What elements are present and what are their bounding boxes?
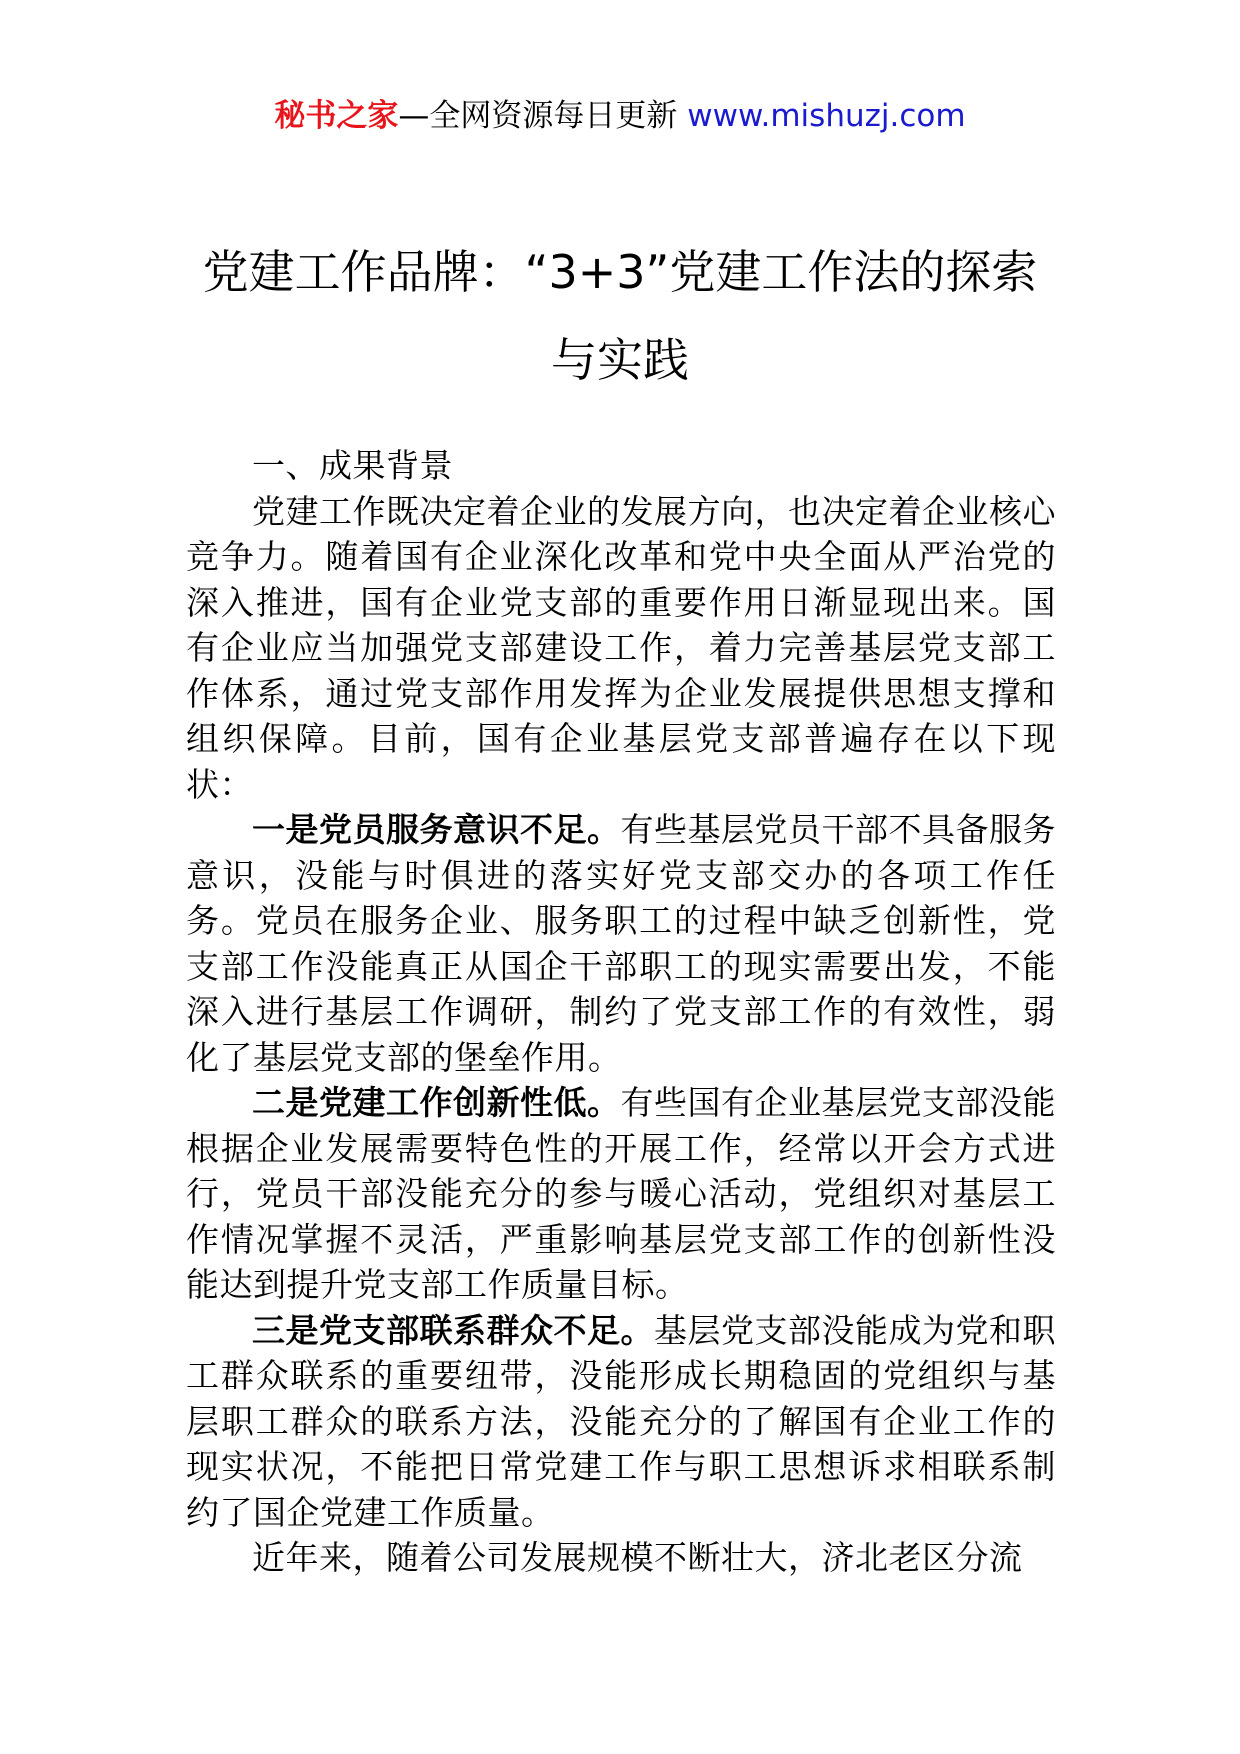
closing-paragraph: 近年来，随着公司发展规模不断壮大，济北老区分流 xyxy=(252,1538,1023,1577)
site-url-link[interactable]: www.mishuzj.com xyxy=(687,98,966,134)
point-two-paragraph xyxy=(186,1080,1056,1308)
point-two-text: 有些国有企业基层党支部没能根据企业发展需要特色性的开展工作，经常以开会方式进行，党员干部没能充分的参与暖心活动，党组织对基层工作情况掌握不灵活，严重影响基层党支部工作的创新性没能达到提升党支部工作质量目标。 xyxy=(186,1083,1056,1304)
site-slogan: —全网资源每日更新 xyxy=(398,98,678,134)
point-three-text: 基层党支部没能成为党和职工群众联系的重要纽带，没能形成长期稳固的党组织与基层职工群众的联系方法，没能充分的了解国有企业工作的现实状况，不能把日常党建工作与职工思想诉求相联系制约了国企党建工作质量。 xyxy=(186,1310,1056,1532)
site-brand: 秘书之家 xyxy=(274,98,399,134)
point-two-lead: 二是党建工作创新性低。 xyxy=(252,1083,621,1122)
point-three-paragraph xyxy=(186,1308,1056,1536)
background-paragraph: 党建工作既决定着企业的发展方向，也决定着企业核心竞争力。随着国有企业深化改革和党中央全面从严治党的深入推进，国有企业党支部的重要作用日渐显现出来。国有企业应当加强党支部建设工作，着力完善基层党支部工作体系，通过党支部作用发挥为企业发展提供思想支撑和组织保障。目前，国有企业基层党支部普遍存在以下现状： xyxy=(186,491,1056,804)
point-one-paragraph xyxy=(186,807,1056,1080)
document-body xyxy=(186,443,1056,1581)
site-header xyxy=(0,96,1240,136)
point-three-lead: 三是党支部联系群众不足。 xyxy=(252,1310,654,1350)
point-one-lead: 一是党员服务意识不足。 xyxy=(252,810,621,849)
title-line-1: 党建工作品牌：“3+3”党建工作法的探索 xyxy=(202,245,1038,299)
section-heading: 一、成果背景 xyxy=(252,446,453,485)
document-title xyxy=(150,228,1090,404)
point-one-text: 有些基层党员干部不具备服务意识，没能与时俱进的落实好党支部交办的各项工作任务。党员在服务企业、服务职工的过程中缺乏创新性，党支部工作没能真正从国企干部职工的现实需要出发，不能深入进行基层工作调研，制约了党支部工作的有效性，弱化了基层党支部的堡垒作用。 xyxy=(186,810,1056,1077)
title-line-2: 与实践 xyxy=(551,333,689,387)
